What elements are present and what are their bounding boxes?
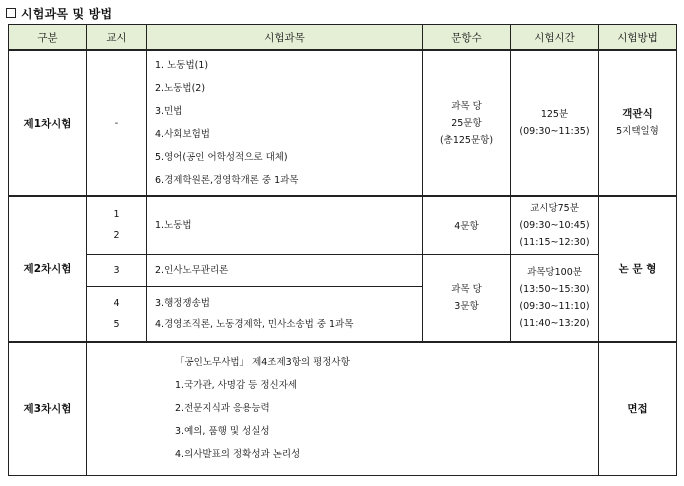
time-line: (13:50~15:30)	[519, 283, 590, 295]
header-questions: 문항수	[423, 25, 511, 51]
section-title	[6, 4, 112, 22]
method-line: 5지택일형	[616, 126, 659, 138]
list-item: 3.민법	[155, 106, 183, 118]
questions-line: 3문항	[454, 300, 479, 312]
exam1-method	[599, 50, 677, 196]
header-time: 시험시간	[511, 25, 599, 51]
exam3-method: 면접	[599, 342, 677, 476]
exam2-method: 논 문 형	[599, 196, 677, 342]
header-period: 교시	[87, 25, 147, 51]
exam2-periods-a	[87, 196, 147, 254]
exam2-period-b: 3	[87, 254, 147, 286]
exam2-subject-b	[147, 254, 423, 286]
section-title-text: 시험과목 및 방법	[21, 6, 113, 21]
list-item: 6.경제학원론,경영학개론 중 1과목	[155, 175, 299, 187]
exam3-items	[87, 342, 599, 476]
header-row	[9, 25, 677, 51]
questions-line: (총125문항)	[439, 134, 494, 146]
method-line: 객관식	[622, 108, 653, 121]
questions-line: 25문항	[451, 117, 482, 129]
period-number: 1	[113, 209, 120, 221]
time-line: (11:15~12:30)	[519, 236, 590, 248]
list-item: 2.노동법(2)	[155, 83, 206, 95]
period-number: 5	[113, 318, 120, 330]
list-item: 4.경영조직론, 노동경제학, 민사소송법 중 1과목	[155, 318, 354, 330]
list-item: 3.예의, 품행 및 성실성	[175, 426, 270, 438]
period-number: 4	[113, 297, 120, 309]
time-line: 125분	[540, 109, 569, 121]
exam2-row-a	[9, 196, 677, 254]
exam2-subject-a	[147, 196, 423, 254]
exam2-row-b	[9, 254, 677, 286]
period-number: 2	[113, 230, 120, 242]
time-line: (09:30~10:45)	[519, 219, 590, 231]
list-item: 3.행정쟁송법	[155, 297, 210, 309]
exam2-periods-c	[87, 286, 147, 341]
exam1-row	[9, 50, 677, 196]
list-item: 4.의사발표의 정확성과 논리성	[175, 449, 301, 461]
exam1-subjects	[147, 50, 423, 196]
header-method: 시험방법	[599, 25, 677, 51]
exam1-period: -	[87, 50, 147, 196]
questions-line: 과목 당	[451, 100, 482, 112]
list-item: 2.인사노무관리론	[155, 264, 229, 276]
exam-table	[8, 24, 677, 476]
exam3-name: 제3차시험	[9, 342, 87, 476]
header-subject: 시험과목	[147, 25, 423, 51]
exam1-questions	[423, 50, 511, 196]
exam2-time-bc	[511, 254, 599, 341]
list-item: 「공인노무사법」 제4조제3항의 평정사항	[175, 357, 350, 369]
list-item: 4.사회보험법	[155, 129, 210, 141]
time-line: 과목당100분	[527, 266, 582, 278]
list-item: 2.전문지식과 응용능력	[175, 403, 270, 415]
exam2-time-a	[511, 196, 599, 254]
time-line: (09:30~11:10)	[519, 300, 590, 312]
exam2-subjects-c	[147, 286, 423, 341]
time-line: 교시당75분	[530, 202, 579, 214]
list-item: 1.노동법	[155, 219, 192, 231]
list-item: 1.국가관, 사명감 등 정신자세	[175, 380, 298, 392]
exam2-name: 제2차시험	[9, 196, 87, 342]
list-item: 5.영어(공인 어학성적으로 대체)	[155, 152, 288, 164]
time-line: (11:40~13:20)	[519, 317, 590, 329]
header-category: 구분	[9, 25, 87, 51]
exam3-row	[9, 342, 677, 476]
checkbox-icon	[6, 8, 16, 18]
exam1-time	[511, 50, 599, 196]
list-item: 1. 노동법(1)	[155, 60, 209, 72]
time-line: (09:30~11:35)	[519, 126, 590, 138]
exam2-questions-a: 4문항	[423, 196, 511, 254]
exam2-questions-bc	[423, 254, 511, 341]
exam1-name: 제1차시험	[9, 50, 87, 196]
questions-line: 과목 당	[451, 283, 482, 295]
